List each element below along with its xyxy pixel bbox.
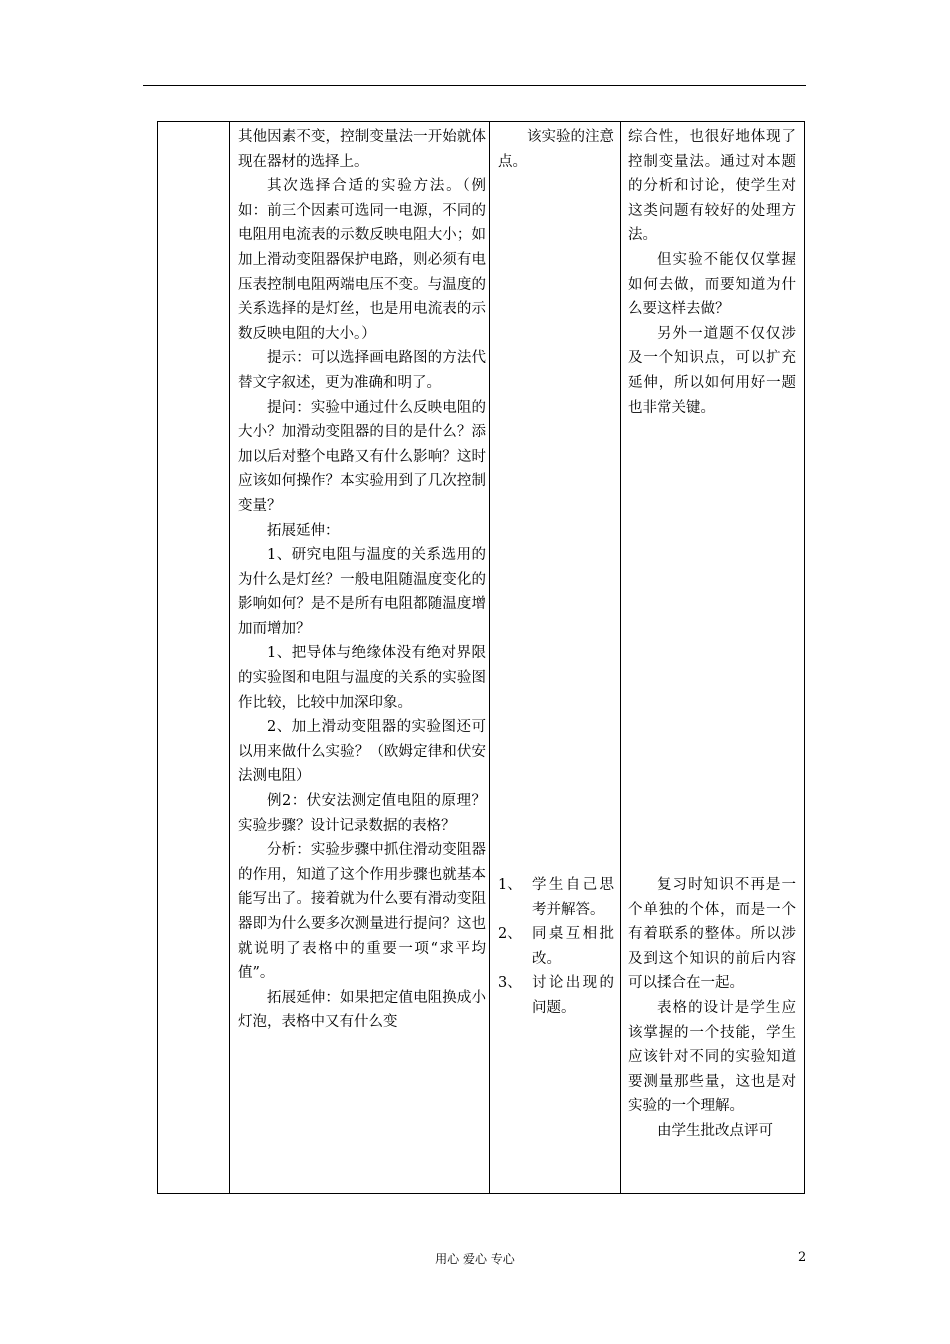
content-paragraph-2: 提示：可以选择画电路图的方法代替文字叙述，更为准确和明了。 [238,350,486,391]
content-paragraph-8: 例2：伏安法测定值电阻的原理？实验步骤？设计记录数据的表格？ [238,793,486,834]
activity-steps [498,873,614,1021]
content-paragraph-0: 其他因素不变，控制变量法一开始就体现在器材的选择上。 [238,129,486,170]
content-paragraph-6: 1、把导体与绝缘体没有绝对界限的实验图和电阻与温度的关系的实验图作比较，比较中加深印象。 [238,645,486,711]
step-text: 同桌互相批改。 [532,926,614,967]
column-divider-1 [229,122,230,1193]
content-paragraph-1: 其次选择合适的实验方法。（例如：前三个因素可选同一电源，不同的电阻用电流表的示数反映电阻大小；如加上滑动变阻器保护电路，则必须有电压表控制电阻两端电压不变。与温度的关系选择的是灯丝，也是用电流表的示数反映电阻的大小。） [238,178,486,342]
step-number: 2、 [498,926,522,943]
intent-paragraph-1: 但实验不能仅仅掌握如何去做，而要知道为什么要这样去做？ [628,251,796,318]
activity-step [498,971,614,1020]
header-rule [143,85,806,86]
step-number: 3、 [498,975,522,992]
content-paragraph-9: 分析：实验步骤中抓住滑动变阻器的作用，知道了这个作用步骤也就基本能写出了。接着就为什么要有滑动变阻器即为什么要多次测量进行提问？这也就说明了表格中的重要一项“求平均值”。 [238,842,486,982]
step-number: 1、 [498,877,522,893]
page-number: 2 [798,1250,807,1265]
content-paragraph-10: 拓展延伸：如果把定值电阻换成小灯泡，表格中又有什么变 [238,989,486,1031]
intent-paragraph-5: 由学生批改点评可 [657,1122,773,1139]
content-paragraph-4: 拓展延伸： [267,522,340,539]
content-paragraph-7: 2、加上滑动变阻器的实验图还可以用来做什么实验？（欧姆定律和伏安法测电阻） [238,719,486,785]
teaching-content-column [238,125,486,1035]
column-divider-3 [620,122,621,1193]
activity-step [498,922,614,971]
intent-paragraph-3: 复习时知识不再是一个单独的个体，而是一个有着联系的整体。所以涉及到这个知识的前后内容可以揉合在一起。 [628,877,796,992]
step-text: 学生自己思考并解答。 [532,877,614,918]
lesson-plan-table [157,121,805,1194]
activity-note: 该实验的注意点。 [498,129,614,170]
intent-paragraph-0: 综合性，也很好地体现了控制变量法。通过对本题的分析和讨论，使学生对这类问题有较好的处理方法。 [628,129,796,244]
content-paragraph-5: 1、研究电阻与温度的关系选用的为什么是灯丝？一般电阻随温度变化的影响如何？是不是所有电阻都随温度增加而增加？ [238,547,486,637]
intent-paragraph-2: 另外一道题不仅仅涉及一个知识点，可以扩充延伸，所以如何用好一题也非常关键。 [628,325,796,416]
footer-motto: 用心 爱心 专心 [435,1252,515,1266]
intent-paragraph-4: 表格的设计是学生应该掌握的一个技能，学生应该针对不同的实验知道要测量那些量，这也是对实验的一个理解。 [628,999,796,1115]
column-divider-2 [489,122,490,1193]
content-paragraph-3: 提问：实验中通过什么反映电阻的大小？加滑动变阻器的目的是什么？添加以后对整个电路又有什么影响？这时应该如何操作？本实验用到了几次控制变量？ [238,399,486,514]
step-text: 讨论出现的问题。 [532,975,614,1016]
activity-step [498,873,614,922]
